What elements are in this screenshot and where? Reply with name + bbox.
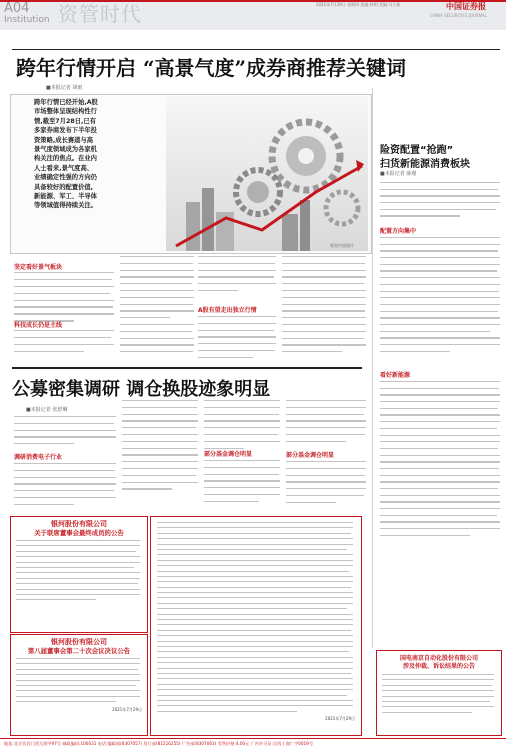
ad-company-name: 银河股份有限公司 <box>51 638 107 646</box>
second-byline: ■本报记者 张舒琳 <box>26 407 68 413</box>
sidebar-headline: 险资配置“抢跑” <box>380 145 454 156</box>
article-text-column <box>286 400 366 451</box>
article-text-column <box>14 272 114 327</box>
lead-line: 业绩确定性强的方向仍 <box>34 174 97 182</box>
section-rule <box>12 367 362 369</box>
subhead: 部分基金调仓明显 <box>204 451 253 458</box>
column-divider <box>372 88 373 648</box>
legal-notice-ad <box>376 650 502 736</box>
ad-body <box>157 522 355 712</box>
subhead: A股有望走出独立行情 <box>198 307 257 314</box>
subhead: 科技成长仍是主线 <box>14 322 63 329</box>
sidebar-byline: ■本报记者 薛瑾 <box>380 171 417 177</box>
ad-company-name: 国电南京自动化股份有限公司 <box>399 655 478 662</box>
article-text-column <box>204 400 280 454</box>
footer-rule <box>0 738 506 739</box>
sidebar-text <box>380 237 500 357</box>
ad-body <box>16 540 142 600</box>
section-code: A04 <box>4 1 30 16</box>
ad-notice-title: 关于联席董事会最终成员的公告 <box>34 529 124 537</box>
lead-headline: 跨年行情开启 “高景气度”成券商推荐关键词 <box>16 56 406 80</box>
ad-body <box>382 674 496 713</box>
column-title: 资管时代 <box>58 2 142 26</box>
subhead: 调研消费电子行业 <box>14 454 63 461</box>
section-name: Institution <box>4 15 50 25</box>
lead-line: 等领域值得持续关注。 <box>34 202 97 210</box>
lead-line: 具备较好的配置价值, <box>34 183 94 191</box>
article-text-column <box>204 460 280 508</box>
legal-notice-ad <box>10 634 148 736</box>
article-text-column <box>286 461 366 509</box>
legal-notice-ad <box>10 516 148 633</box>
lead-summary <box>34 98 156 211</box>
article-text-column <box>198 256 276 300</box>
ad-body <box>16 658 142 702</box>
article-text-column <box>122 400 198 495</box>
page-footer: 地址:北京宣武门西大街甲97号 邮政编码:100031 电话:编辑部(8307057) 发行部(81516255) 广告部(8307063) 零售价格:4.00元 广告许可证:京西工商广字0019号 <box>4 741 314 746</box>
sidebar-text <box>380 182 500 222</box>
second-headline: 公募密集调研 调仓换股迹象明显 <box>12 379 271 400</box>
sidebar-text <box>380 381 500 542</box>
lead-line: 新能源、军工、半导体 <box>34 193 97 201</box>
sidebar-headline-2: 扫货新能源消费板块 <box>380 159 470 170</box>
subhead: 部分基金调仓明显 <box>286 452 335 459</box>
lead-line: 景气度领域成为各家机 <box>34 146 97 154</box>
article-text-column <box>198 316 276 364</box>
subhead: 看好新能源 <box>380 372 411 379</box>
ad-date: 2021年7月29日 <box>325 716 355 722</box>
lead-byline: ■本报记者 胡雨 <box>46 85 83 91</box>
lead-line: 多家券商发布下半年投 <box>34 127 97 135</box>
article-text-column <box>14 330 114 358</box>
lead-line: 市场整体呈现结构性行 <box>34 108 97 116</box>
lead-illustration <box>166 96 368 251</box>
article-text-column <box>14 416 116 450</box>
ad-date: 2021年7月29日 <box>112 706 142 712</box>
legal-notice-ad <box>150 516 362 736</box>
lead-line: 人士看来,景气度高、 <box>34 164 94 172</box>
lead-line: 情,截至7月28日,已有 <box>34 117 97 125</box>
ad-notice-title: 涉及仲裁、诉讼结果的公告 <box>402 663 475 670</box>
lead-line: 资策略,成长赛道与高 <box>34 136 94 144</box>
article-text-column <box>282 256 366 358</box>
lead-line: 构关注的焦点。在业内 <box>34 155 97 163</box>
article-text-column <box>14 463 116 511</box>
subhead: 坚定看好景气板块 <box>14 264 63 271</box>
top-rule <box>12 49 500 50</box>
newspaper-logo: 中国证券报 <box>446 2 486 11</box>
lead-line: 跨年行情已经开始,A股 <box>34 99 98 106</box>
issue-meta: 2021年7月29日 星期四 责编:林明 美编:马立新 <box>316 2 401 7</box>
subhead: 配置方向集中 <box>380 228 417 235</box>
ad-notice-title: 第八届董事会第二十次会议决议公告 <box>27 647 131 655</box>
newspaper-logo-sub: CHINA SECURITIES JOURNAL <box>430 13 487 18</box>
article-text-column <box>120 256 194 358</box>
ad-company-name: 银河股份有限公司 <box>51 520 107 528</box>
photo-credit: 视觉中国图片 <box>330 243 354 248</box>
